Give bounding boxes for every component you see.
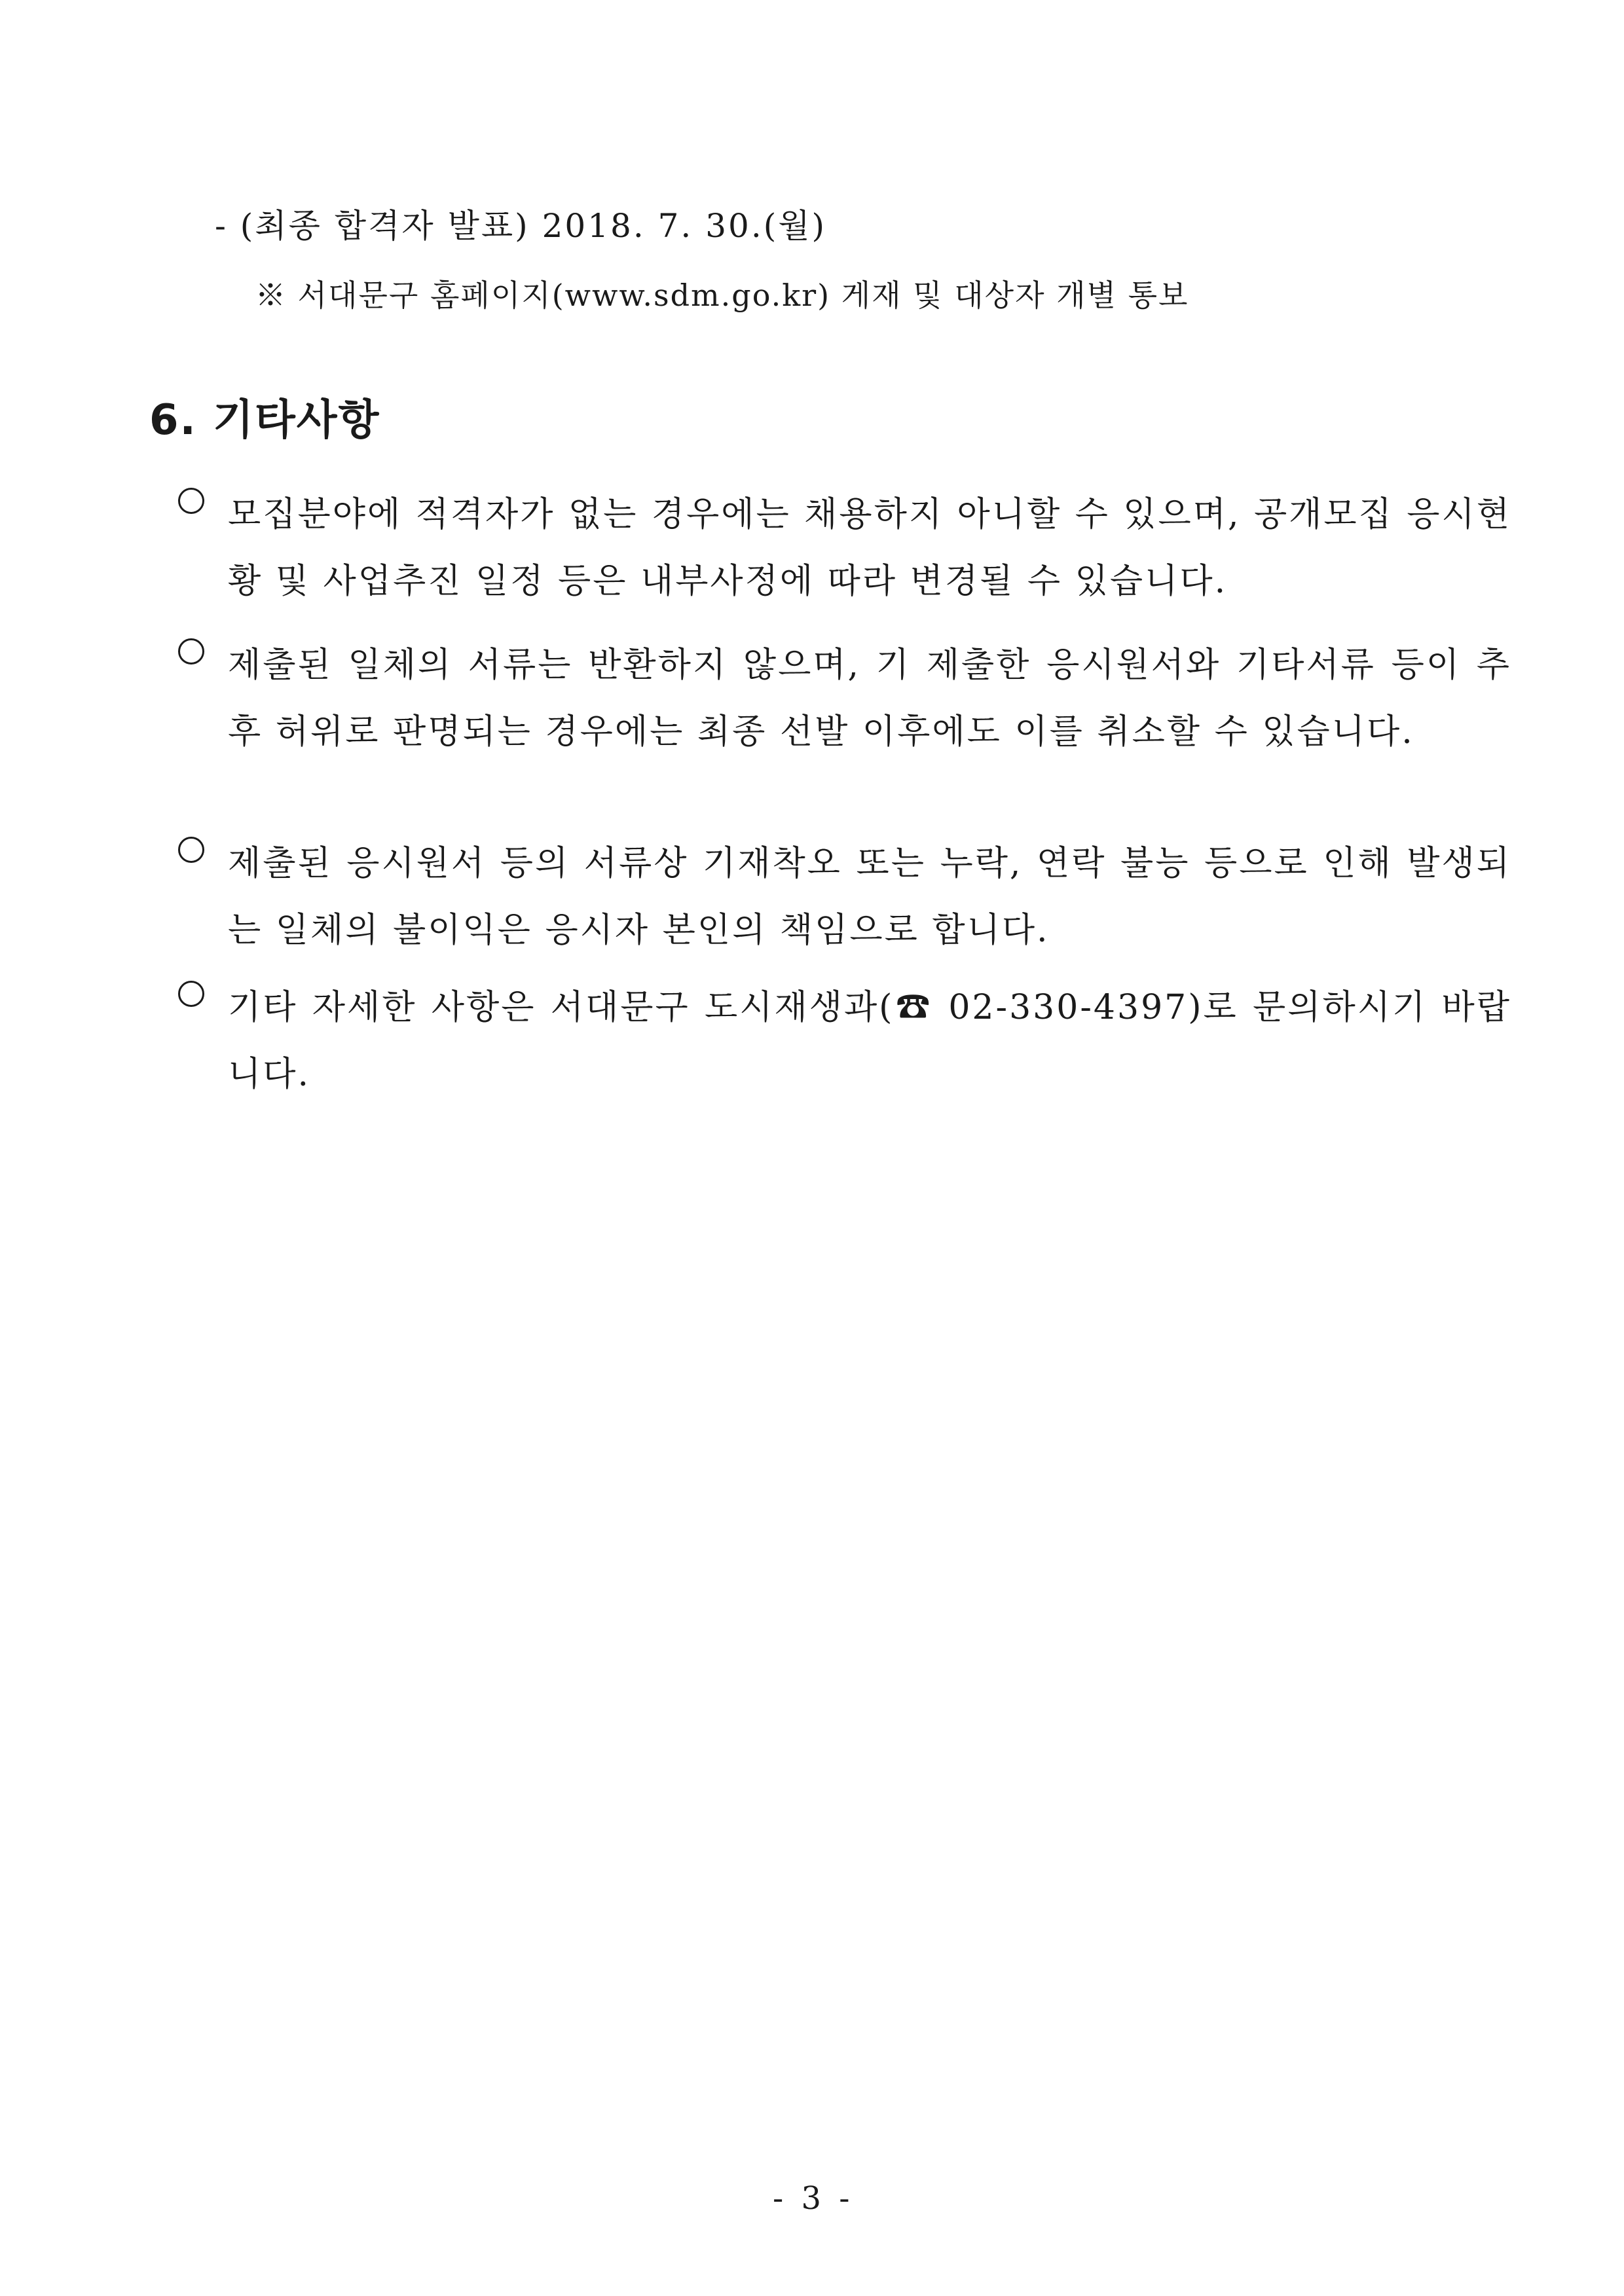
list-item-text: 제출된 일체의 서류는 반환하지 않으며, 기 제출한 응시원서와 기타서류 등이 추후 허위로 판명되는 경우에는 최종 선발 이후에도 이를 취소할 수 있습니다. — [228, 646, 1511, 752]
announcement-note: ※ 서대문구 홈페이지(www.sdm.go.kr) 게재 및 대상자 개별 통보 — [255, 278, 1189, 313]
list-item-text: 모집분야에 적격자가 없는 경우에는 채용하지 아니할 수 있으며, 공개모집 응시현황 및 사업추진 일정 등은 내부사정에 따라 변경될 수 있습니다. — [228, 495, 1511, 601]
list-item-text: 제출된 응시원서 등의 서류상 기재착오 또는 누락, 연락 불능 등으로 인해 발생되는 일체의 불이익은 응시자 본인의 책임으로 합니다. — [228, 844, 1511, 950]
circle-bullet-icon — [178, 981, 204, 1007]
circle-bullet-icon — [178, 638, 204, 665]
final-result-announcement: - (최종 합격자 발표) 2018. 7. 30.(월) — [215, 207, 827, 245]
list-item-text: 기타 자세한 사항은 서대문구 도시재생과(☎ 02-330-4397)로 문의하시기 바랍니다. — [228, 988, 1511, 1094]
circle-bullet-icon — [178, 488, 204, 514]
circle-bullet-icon — [178, 837, 204, 863]
section-title: 6. 기타사항 — [149, 396, 380, 445]
page-number: - 3 - — [773, 2180, 854, 2217]
